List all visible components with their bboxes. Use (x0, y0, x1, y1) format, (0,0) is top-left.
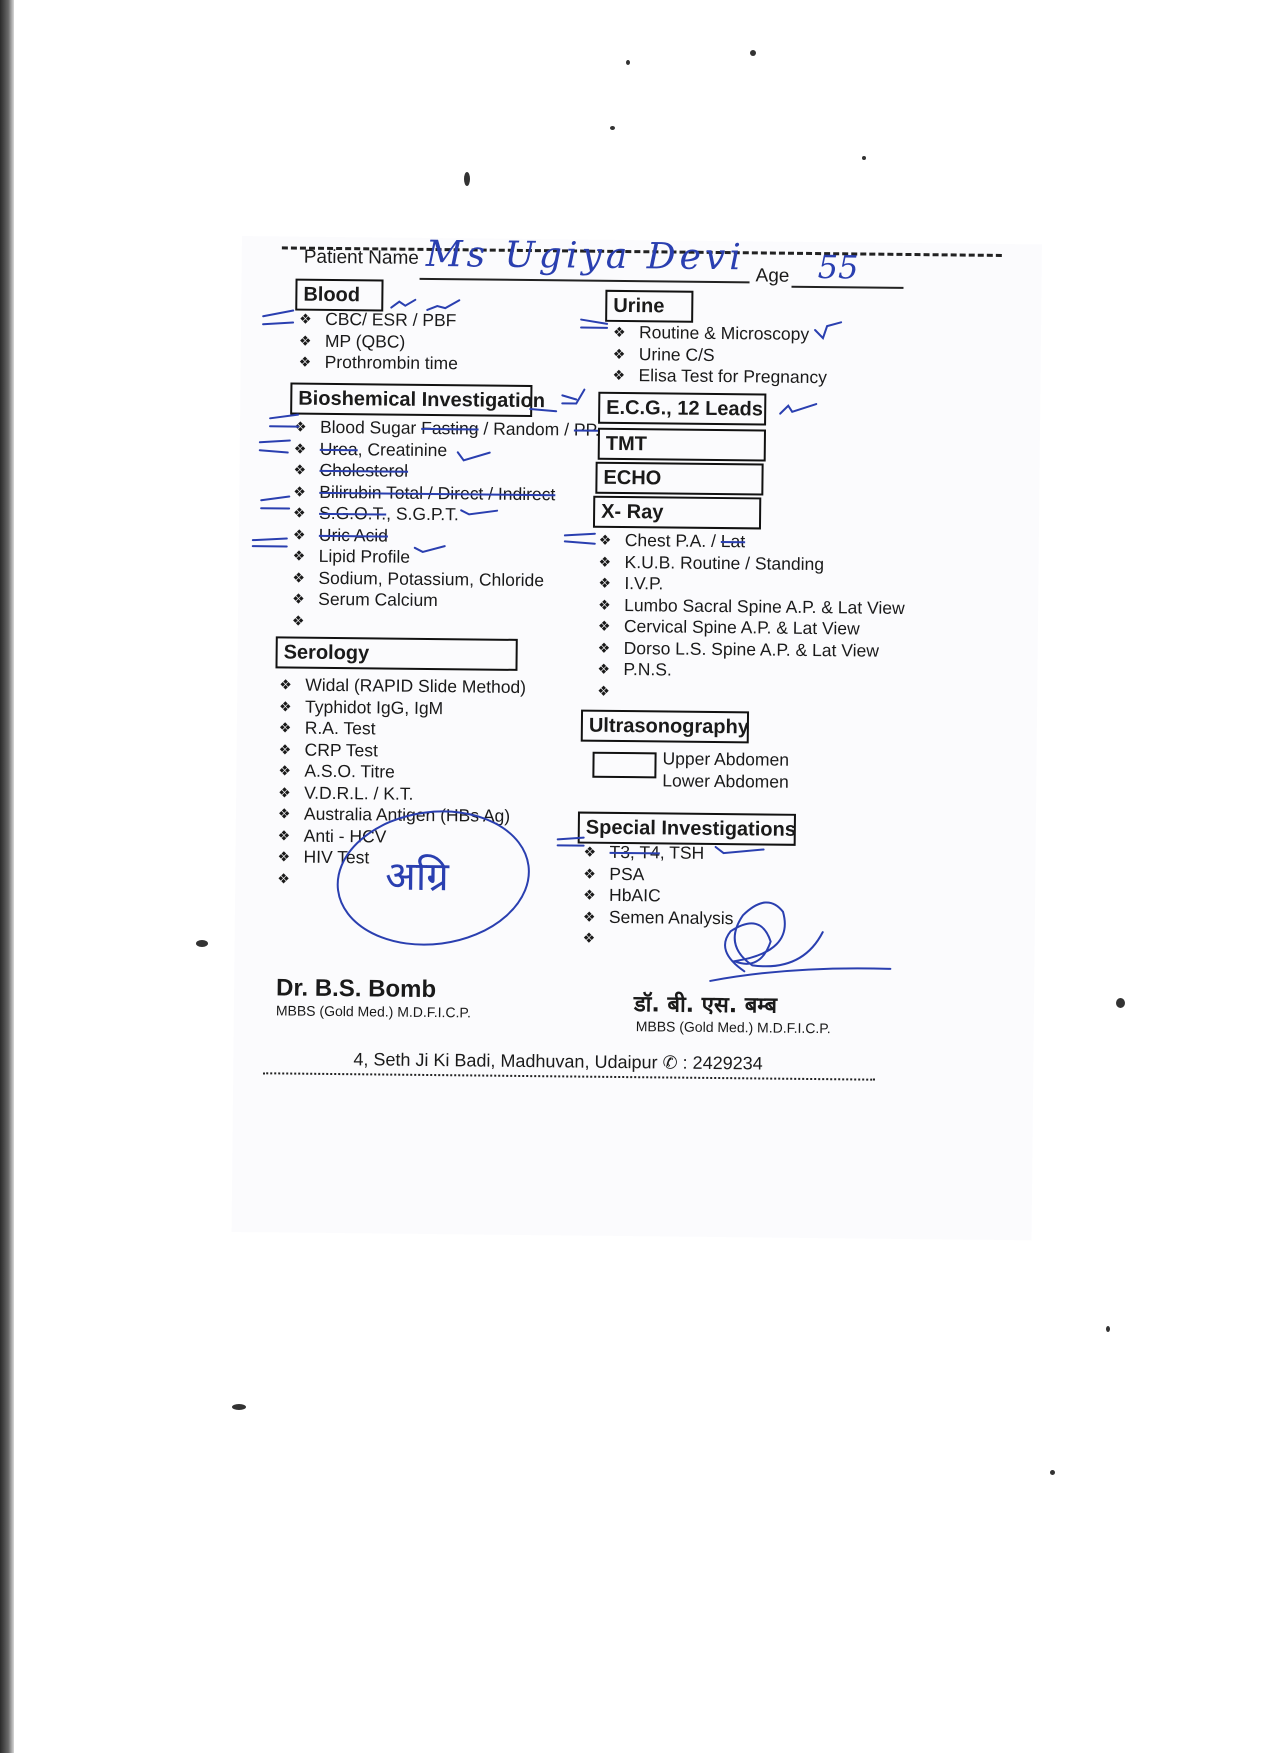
list-item (583, 863, 734, 886)
list-item: ❖ Routine & Microscopy (613, 322, 828, 346)
list-item: ❖ A.S.O. Titre (278, 760, 525, 784)
list-item (277, 868, 524, 892)
item-text: K.U.B. Routine / Standing (624, 551, 825, 574)
struck-text: Uric Acid (318, 524, 389, 546)
dash-mark (253, 538, 287, 546)
list-item: ❖ Elisa Test for Pregnancy (612, 365, 827, 389)
struck-text: PP. (573, 419, 600, 440)
list-item: ❖ Typhidot IgG, IgM (279, 696, 526, 720)
usg-upper-abdomen: Upper Abdomen (662, 748, 790, 770)
item-text: Chest P.A. / (624, 530, 721, 552)
struck-text: Cholesterol (319, 459, 409, 481)
struck-text: Bilirubin Total / Direct / Indirect (319, 481, 556, 504)
clinic-address: 4, Seth Ji Ki Badi, Madhuvan, Udaipur ✆ : 2429234 (353, 1049, 763, 1074)
item-text: Blood Sugar (319, 416, 422, 438)
item-text: P.N.S. (623, 659, 672, 680)
item-text: PSA (609, 863, 645, 884)
list-item: ❖ Anti - HCV (278, 825, 525, 849)
dash-mark (260, 440, 290, 452)
item-text: / Random / (478, 418, 575, 440)
doctor-name: Dr. B.S. Bomb (275, 974, 437, 1004)
echo-section-title: ECHO (595, 462, 763, 496)
item-text: , S.G.P.T. (386, 503, 459, 525)
blood-section-title: Blood (295, 279, 383, 312)
struck-text: Fasting (421, 417, 479, 439)
item-text: Semen Analysis (608, 906, 734, 928)
tick-mark (780, 404, 816, 414)
scan-speck (750, 50, 756, 56)
item-text: , Creatinine (357, 438, 448, 460)
list-item: ❖ MP (QBC) (299, 330, 458, 353)
age-label: Age (755, 265, 790, 287)
tick-mark (427, 300, 459, 310)
list-item: ❖ V.D.R.L. / K.T. (278, 782, 525, 806)
doctor-qualification-hindi: MBBS (Gold Med.) M.D.F.I.C.P. (635, 1018, 831, 1037)
usg-section-title: Ultrasonography (581, 710, 749, 744)
scan-speck (862, 156, 866, 160)
list-item: ❖ Prothrombin time (299, 352, 458, 375)
patient-name-value: Ms Ugiya Devi (425, 233, 745, 279)
list-item (583, 906, 734, 929)
struck-text: T3, T4 (609, 841, 660, 863)
scan-speck (610, 126, 615, 130)
serology-section-title: Serology (275, 636, 517, 671)
item-text: Dorso L.S. Spine A.P. & Lat View (623, 637, 880, 661)
scan-speck (196, 940, 208, 947)
urine-test-list (612, 322, 827, 389)
doctor-qualification: MBBS (Gold Med.) M.D.F.I.C.P. (275, 1002, 471, 1021)
tick-mark (391, 300, 415, 308)
item-text: Lipid Profile (318, 545, 411, 567)
list-item (583, 885, 734, 908)
dash-mark (261, 496, 289, 508)
list-item (292, 610, 598, 635)
special-test-list (583, 842, 735, 951)
ecg-section-title: E.C.G., 12 Leads (598, 392, 766, 426)
item-text: Sodium, Potassium, Chloride (318, 567, 545, 590)
scan-speck (1106, 1326, 1110, 1332)
scan-speck (1116, 998, 1125, 1008)
list-item (583, 928, 734, 951)
special-section-title: Special Investigations (578, 812, 796, 846)
list-item: ❖ Urine C/S (613, 343, 828, 367)
list-item (583, 842, 734, 865)
item-text: I.V.P. (624, 573, 664, 594)
list-item (597, 680, 904, 705)
urine-section-title: Urine (605, 290, 693, 323)
scan-speck (1050, 1470, 1055, 1475)
biochem-section-title: Bioshemical Investigation (290, 383, 532, 418)
usg-lower-abdomen: Lower Abdomen (662, 770, 789, 792)
item-text: HbAIC (609, 884, 661, 906)
list-item: ❖ CBC/ ESR / PBF (299, 309, 458, 332)
signature (710, 902, 891, 983)
dash-mark (263, 310, 293, 324)
scan-speck (232, 1404, 246, 1410)
scan-speck (464, 172, 470, 186)
doctor-name-hindi: डॉ. बी. एस. बम्ब (633, 992, 778, 1019)
list-item: ❖ HIV Test (277, 846, 524, 870)
footer-divider (263, 1072, 875, 1080)
blood-test-list (299, 309, 459, 375)
list-item: ❖ Australia Antigen (HBs Ag) (278, 803, 525, 827)
dash-mark (581, 320, 607, 328)
xray-test-list (597, 530, 905, 705)
tmt-section-title: TMT (598, 428, 766, 462)
patient-name-line (420, 278, 750, 283)
xray-section-title: X- Ray (593, 496, 761, 530)
struck-text: S.G.O.T. (319, 502, 387, 524)
age-value: 55 (817, 248, 859, 287)
patient-name-label: Patient Name (303, 246, 420, 269)
item-text: Serum Calcium (318, 588, 438, 611)
struck-text: Urea (319, 438, 358, 459)
stamp-text: अग्रि (385, 853, 450, 901)
prescription-slip (232, 233, 1042, 1240)
tick-mark (562, 389, 584, 403)
item-text: Cervical Spine A.P. & Lat View (623, 616, 860, 639)
biochem-test-list (292, 417, 600, 635)
scan-edge (0, 0, 14, 1753)
list-item: ❖ Widal (RAPID Slide Method) (279, 674, 526, 698)
list-item: ❖ CRP Test (279, 739, 526, 763)
serology-test-list (277, 674, 526, 892)
item-text: , TSH (659, 842, 705, 863)
list-item: ❖ R.A. Test (279, 717, 526, 741)
struck-text: Lat (720, 531, 746, 552)
scan-speck (626, 60, 630, 65)
item-text: Lumbo Sacral Spine A.P. & Lat View (624, 594, 905, 618)
usg-checkbox (592, 752, 656, 779)
